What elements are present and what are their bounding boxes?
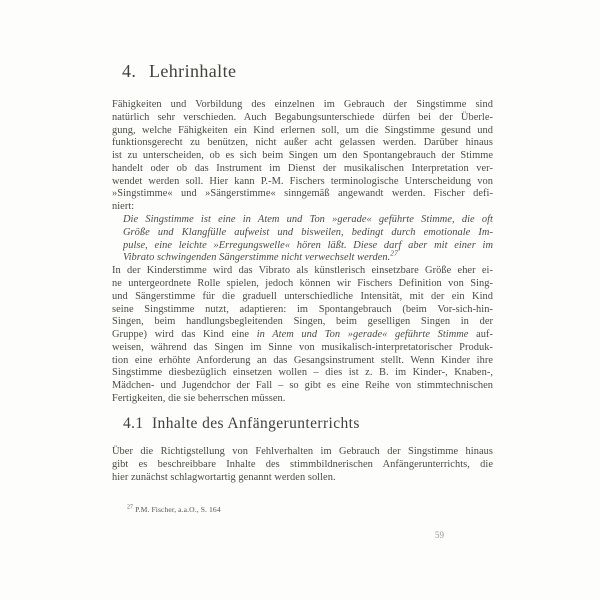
- text-line: ne untergeordnete Rolle spielen, jedoch können wir Fischers Definition von Sing-: [112, 277, 493, 289]
- quote-block: [112, 214, 493, 265]
- text-line: tion eine erhöhte Anforderung an das Gesangsinstrument stellt. Wenn Kinder ihre: [112, 354, 493, 366]
- text-line: gung, welche Fähigkeiten ein Kind erlernen soll, um die Singstimme gesund und: [112, 124, 493, 136]
- text-line: Fertigkeiten, die sie beherrschen müssen.: [112, 392, 286, 404]
- text-line: weisen, während das Singen im Sinne von musikalisch-interpretatorischer Produk-: [112, 341, 493, 353]
- chapter-number: 4.: [122, 61, 137, 81]
- chapter-heading: [122, 61, 236, 82]
- text-line: Gruppe) wird das Kind eine in Atem und Ton »gerade« geführte Stimme auf-: [112, 329, 493, 341]
- text-line: Über die Richtigstellung von Fehlverhalten im Gebrauch der Singstimme hinaus: [112, 446, 493, 457]
- paragraph-3: [112, 445, 493, 484]
- chapter-title: Lehrinhalte: [149, 61, 237, 81]
- page-number: 59: [435, 530, 444, 540]
- text-line: niert:: [112, 201, 135, 213]
- section-heading: [123, 415, 360, 433]
- text-line: Fähigkeiten und Vorbildung des einzelnen im Gebrauch der Singstimme sind: [112, 99, 493, 110]
- paragraph-2: [112, 265, 493, 406]
- text-column: [112, 99, 493, 406]
- text-line: seine Singstimme nutzt, adaptieren: im Spontangebrauch (beim Vor-sich-hin-: [112, 303, 493, 315]
- paragraph-1: [112, 99, 493, 214]
- text-line: Singstimme diesbezüglich einsetzen wollen – dies ist z. B. im Kinder-, Knaben-,: [112, 367, 493, 379]
- text-line: gibt es beschreibbare Inhalte des stimmbildnerischen Anfängerunterrichts, die: [112, 459, 493, 470]
- text-line: pulse, eine leichte »Erregungswelle« hören läßt. Diese darf aber mit einer im: [123, 239, 493, 251]
- footnote-text: P.M. Fischer, a.a.O., S. 164: [135, 505, 221, 514]
- text-line: Vibrato schwingenden Sängerstimme nicht verwechselt werden.$^{27}$: [123, 248, 398, 264]
- text-line: wendet werden soll. Hier kann P.-M. Fischers terminologische Unterscheidung von: [112, 175, 493, 187]
- text-line: ist zu unterscheiden, ob es sich beim Singen um den Spontangebrauch der Stimme: [112, 150, 493, 162]
- section-title: Inhalte des Anfängerunterrichts: [152, 415, 360, 432]
- footnote-marker: 27: [127, 504, 134, 511]
- text-line: und Sängerstimme für die graduell unterschiedliche Intensität, mit der ein Kind: [112, 290, 493, 302]
- footnote: [127, 505, 221, 514]
- text-line: »Singstimme« und »Sängerstimme« sinngemäß angewandt werden. Fischer defi-: [112, 188, 493, 200]
- text-line: Mädchen- und Jugendchor der Fall – so gibt es eine Reihe von stimmtechnischen: [112, 380, 493, 392]
- text-line: Die Singstimme ist eine in Atem und Ton »gerade« geführte Stimme, die oft: [123, 214, 493, 226]
- text-line: Singen, beim handlungsbegleitenden Singen, beim geselligen Singen in der: [112, 316, 493, 328]
- text-line: funktionsgerecht zu benützen, nicht außer acht gelassen werden. Darüber hinaus: [112, 137, 493, 149]
- text-line: hier zunächst schlagwortartig genannt werden sollen.: [112, 472, 336, 483]
- section-number: 4.1: [123, 415, 144, 432]
- text-line: Größe und Klangfülle aufweist und bisweilen, bedingt durch emotionale Im-: [123, 226, 493, 238]
- text-line: handelt oder ob das Instrument im Dienst der musikalischen Interpretation ver-: [112, 162, 493, 174]
- text-line: In der Kinderstimme wird das Vibrato als künstlerisch einsetzbare Größe eher ei-: [112, 265, 493, 277]
- text-line: natürlich sehr verschieden. Auch Begabungsunterschiede dürfen bei der Überle-: [112, 111, 493, 123]
